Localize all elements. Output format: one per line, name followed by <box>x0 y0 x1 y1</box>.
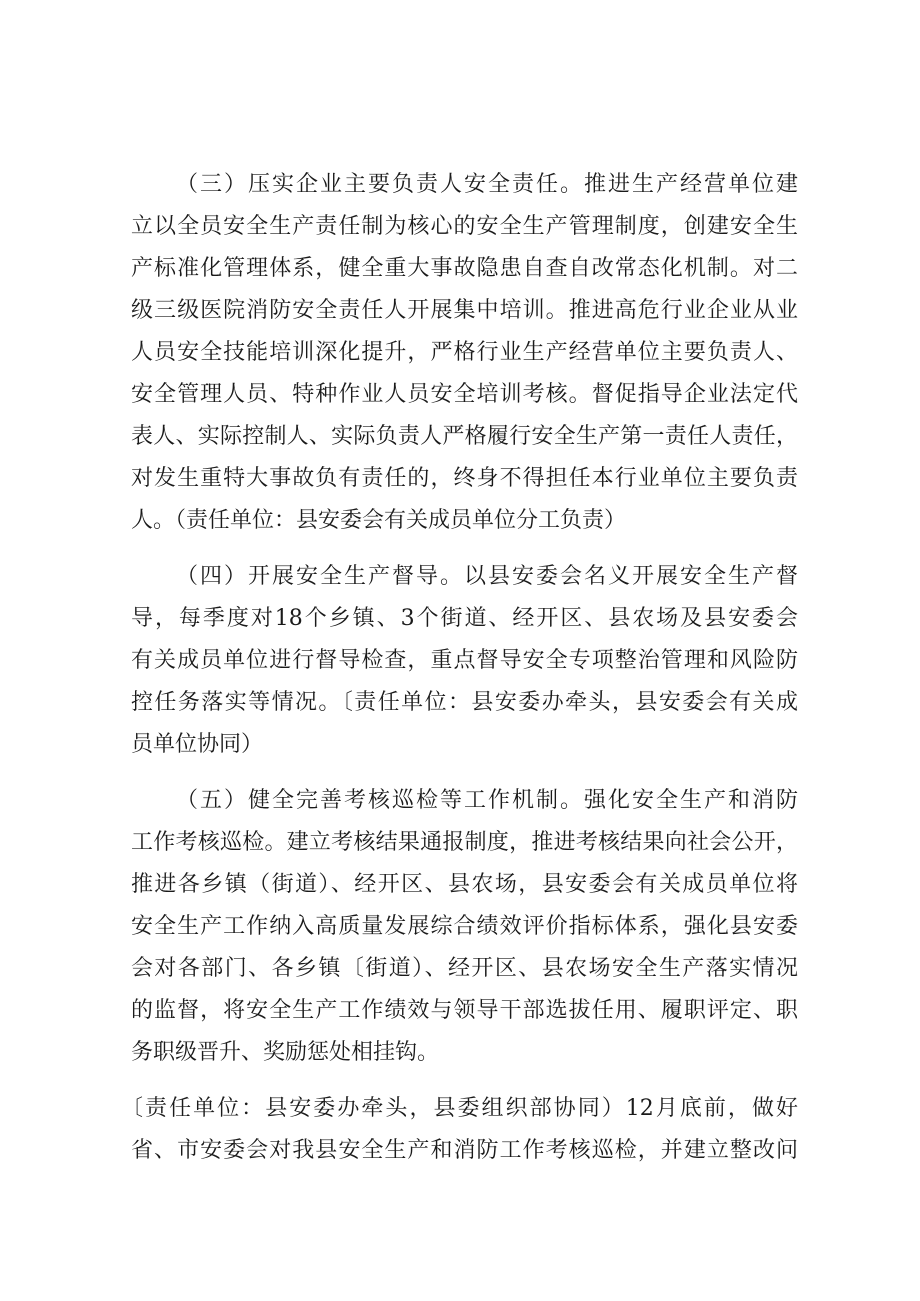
section-5-line-9: 省、市安委会对我县安全生产和消防工作考核巡检，并建立整改问 <box>131 1138 798 1163</box>
section-3-line-6: 安全管理人员、特种作业人员安全培训考核。督促指导企业法定代 <box>131 382 798 407</box>
section-4-line-5: 员单位协同） <box>131 732 264 757</box>
section-5-line-6: 的监督，将安全生产工作绩效与领导干部选拔任用、履职评定、职 <box>131 998 798 1023</box>
section-4-line-2: 导，每季度对18个乡镇、3个街道、经开区、县农场及县安委会 <box>131 606 798 631</box>
section-5-line-7: 务职级晋升、奖励惩处相挂钩。 <box>131 1040 440 1065</box>
section-3-line-9: 人。（责任单位：县安委会有关成员单位分工负责） <box>131 508 627 533</box>
section-5-line-2: 工作考核巡检。建立考核结果通报制度，推进考核结果向社会公开， <box>131 830 798 855</box>
section-5-line-8: 〔责任单位：县安委办牵头，县委组织部协同）12月底前，做好 <box>121 1096 798 1121</box>
section-3-line-4: 级三级医院消防安全责任人开展集中培训。推进高危行业企业从业 <box>131 298 798 323</box>
section-5-line-1: （五）健全完善考核巡检等工作机制。强化安全生产和消防 <box>176 788 798 813</box>
section-3-line-3: 产标准化管理体系，健全重大事故隐患自查自改常态化机制。对二 <box>131 256 798 281</box>
section-5-line-5: 会对各部门、各乡镇〔街道）、经开区、县农场安全生产落实情况 <box>131 956 798 981</box>
section-5-line-3: 推进各乡镇（街道）、经开区、县农场，县安委会有关成员单位将 <box>131 872 798 897</box>
section-3-line-7: 表人、实际控制人、实际负责人严格履行安全生产第一责任人责任， <box>131 424 798 449</box>
section-4-line-3: 有关成员单位进行督导检查，重点督导安全专项整治管理和风险防 <box>131 648 798 673</box>
section-5-line-4: 安全生产工作纳入高质量发展综合绩效评价指标体系，强化县安委 <box>131 914 798 939</box>
section-3-line-1: （三）压实企业主要负责人安全责任。推进生产经营单位建 <box>176 172 798 197</box>
section-3-line-5: 人员安全技能培训深化提升，严格行业生产经营单位主要负责人、 <box>131 340 798 365</box>
section-3-line-2: 立以全员安全生产责任制为核心的安全生产管理制度，创建安全生 <box>131 214 798 239</box>
section-4-line-4: 控任务落实等情况。〔责任单位：县安委办牵头，县安委会有关成 <box>131 690 798 715</box>
section-4-line-1: （四）开展安全生产督导。以县安委会名义开展安全生产督 <box>176 564 798 589</box>
section-3-line-8: 对发生重特大事故负有责任的，终身不得担任本行业单位主要负责 <box>131 466 798 491</box>
